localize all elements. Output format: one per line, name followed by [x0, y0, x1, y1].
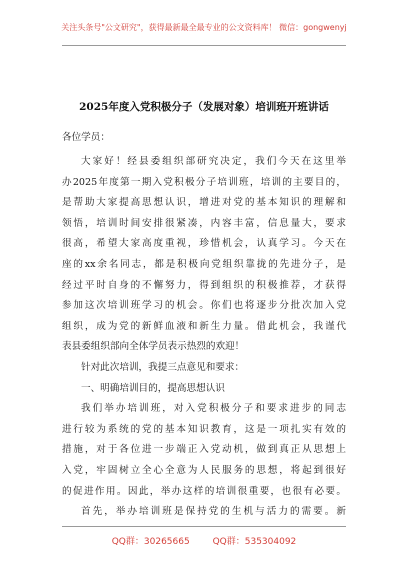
- paragraph-line: 办2025年度第一期入党积极分子培训班，培训的主要目的，: [62, 176, 346, 188]
- paragraph-line: 参加这次培训班学习的机会。你们也将逐步分批次加入党: [62, 300, 346, 312]
- header-divider: [62, 45, 346, 46]
- paragraph-line: 是帮助大家提高思想认识，增进对党的基本知识的理解和: [62, 197, 346, 209]
- footer-divider: [62, 526, 346, 527]
- header-promo-text: 关注头条号"公文研究"，获得最新最全最专业的公文资料库！ 微信：gongwenyj: [61, 23, 347, 32]
- paragraph-line: 大家好！经县委组织部研究决定，我们今天在这里举: [81, 156, 346, 167]
- paragraph-line: 针对此次培训，我提三点意见和要求：: [81, 361, 245, 373]
- section-heading: 一、明确培训目的，提高思想认识: [81, 382, 225, 394]
- paragraph-line: 进行较为系统的党的基本知识教育，这是一项扎实有效的: [62, 423, 346, 435]
- document-body: [62, 128, 346, 523]
- paragraph-line: 的促进作用。因此，举办这样的培训很重要，也很有必要。: [62, 485, 346, 497]
- footer-qq-group-1: QQ群：30265665: [111, 537, 190, 547]
- paragraph-line: 领悟，培训时间安排很紧凑，内容丰富，信息量大，要求: [62, 217, 346, 229]
- document-title: 2025年度入党积极分子（发展对象）培训班开班讲话: [79, 101, 329, 113]
- paragraph-line: 首先，举办培训班是保持党的生机与活力的需要。新: [81, 506, 346, 518]
- paragraph-line: 组织，成为党的新鲜血液和新生力量。借此机会，我谨代: [62, 320, 346, 332]
- greeting-line: 各位学员：: [62, 132, 110, 143]
- paragraph-line: 措施，对于各位进一步端正入党动机，做到真正从思想上: [62, 444, 346, 456]
- paragraph-line: 表县委组织部向全体学员表示热烈的欢迎！: [62, 341, 245, 353]
- paragraph-line: 经过平时自身的不懈努力，得到组织的积极推荐，才获得: [62, 279, 346, 291]
- footer-contacts: [0, 534, 408, 547]
- footer-qq-group-2: QQ群：535304092: [212, 537, 297, 547]
- paragraph-line: 我们举办培训班，对入党积极分子和要求进步的同志: [81, 403, 346, 415]
- paragraph-line: 入党，牢固树立全心全意为人民服务的思想，将起到很好: [62, 464, 346, 476]
- paragraph-line: 很高，希望大家高度重视，珍惜机会，认真学习。今天在: [62, 238, 346, 250]
- paragraph-line: 座的xx余名同志，都是积极向党组织靠拢的先进分子，是: [62, 258, 346, 270]
